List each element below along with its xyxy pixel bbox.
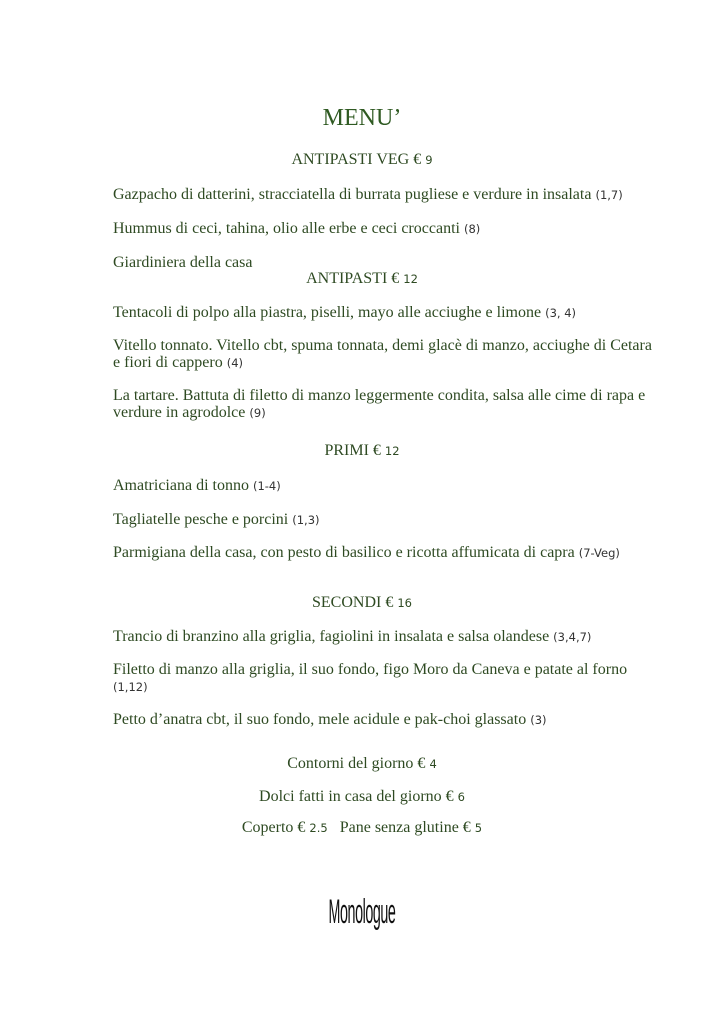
- item-text: La tartare. Battuta di filetto di manzo leggermente condita, salsa alle cime di rapa e verdure in agrodolce: [113, 387, 646, 421]
- heading-price: 12: [403, 272, 418, 286]
- menu-item: [113, 544, 673, 562]
- menu-item: [113, 337, 658, 372]
- heading-price: 9: [425, 153, 433, 167]
- item-allergens: (4): [226, 356, 244, 370]
- pane-text: Pane senza glutine €: [339, 819, 471, 836]
- coperto-line: [0, 819, 724, 837]
- contorni-line: [0, 755, 724, 773]
- menu-item: [113, 186, 658, 204]
- coperto-price: 2.5: [309, 821, 328, 835]
- item-allergens: (3, 4): [545, 306, 576, 320]
- heading-text: PRIMI €: [324, 442, 381, 459]
- monologue-logo: Monologue: [328, 893, 396, 931]
- menu-item: [113, 304, 658, 322]
- heading-price: 16: [397, 596, 412, 610]
- menu-item: [113, 477, 658, 495]
- item-text: Vitello tonnato. Vitello cbt, spuma tonnata, demi glacè di manzo, acciughe di Cetara e fiori di cappero: [113, 337, 652, 371]
- item-text: Gazpacho di datterini, stracciatella di burrata pugliese e verdure in insalata: [113, 186, 592, 203]
- menu-item: [113, 511, 658, 529]
- contorni-text: Contorni del giorno €: [287, 755, 426, 772]
- dolci-text: Dolci fatti in casa del giorno €: [259, 788, 454, 805]
- menu-item: [113, 387, 658, 422]
- menu-item: [113, 254, 658, 271]
- item-text: Giardiniera della casa: [113, 254, 253, 271]
- contorni-price: 4: [429, 757, 437, 771]
- item-text: Parmigiana della casa, con pesto di basilico e ricotta affumicata di capra: [113, 544, 575, 561]
- item-allergens: (8): [463, 222, 481, 236]
- item-text: Petto d’anatra cbt, il suo fondo, mele acidule e pak-choi glassato: [113, 711, 527, 728]
- section-heading-antipasti-veg: [0, 151, 724, 169]
- item-text: Tentacoli di polpo alla piastra, piselli, mayo alle acciughe e limone: [113, 304, 542, 321]
- item-allergens: (1,3): [292, 513, 320, 527]
- dolci-line: [0, 788, 724, 806]
- item-allergens: (3,4,7): [553, 630, 592, 644]
- item-allergens: (1,7): [595, 188, 623, 202]
- item-allergens: (1-4): [252, 479, 281, 493]
- dolci-price: 6: [457, 790, 465, 804]
- item-allergens: (9): [249, 406, 266, 420]
- item-text: Amatriciana di tonno: [113, 477, 249, 494]
- menu-title: MENU’: [322, 105, 402, 131]
- menu-item: [113, 711, 658, 729]
- item-text: Tagliatelle pesche e porcini: [113, 511, 289, 528]
- item-text: Filetto di manzo alla griglia, il suo fondo, figo Moro da Caneva e patate al forno: [113, 661, 628, 678]
- section-heading-antipasti: [0, 270, 724, 288]
- heading-price: 12: [384, 444, 400, 458]
- heading-text: ANTIPASTI €: [306, 270, 400, 287]
- section-heading-secondi: [0, 594, 724, 612]
- section-heading-primi: [0, 442, 724, 460]
- heading-text: SECONDI €: [312, 594, 394, 611]
- menu-item: [113, 628, 673, 646]
- item-text: Hummus di ceci, tahina, olio alle erbe e ceci croccanti: [113, 220, 460, 237]
- item-allergens: (1,12): [113, 680, 148, 694]
- item-text: Trancio di branzino alla griglia, fagiolini in insalata e salsa olandese: [113, 628, 550, 645]
- pane-price: 5: [474, 821, 483, 835]
- menu-item: [113, 220, 658, 238]
- menu-item: [113, 661, 658, 696]
- item-allergens: (7-Veg): [578, 546, 620, 560]
- heading-text: ANTIPASTI VEG €: [291, 151, 422, 168]
- coperto-text: Coperto €: [241, 819, 306, 836]
- item-allergens: (3): [530, 713, 547, 727]
